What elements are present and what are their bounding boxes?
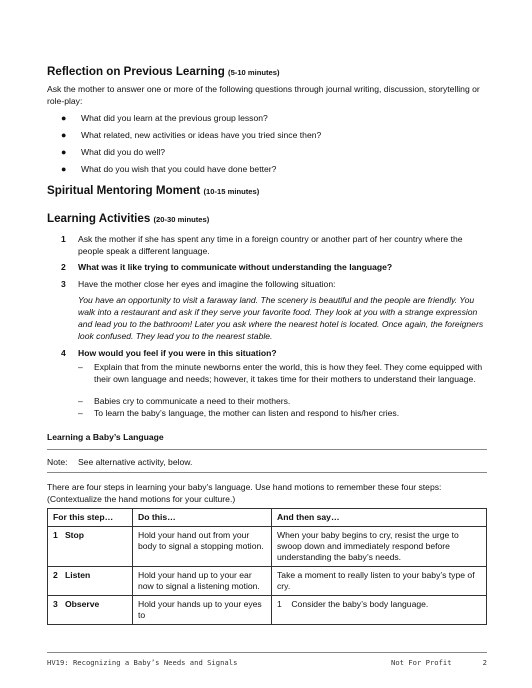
- table-cell: When your baby begins to cry, resist the urge to swoop down and immediately respond before understanding the baby’s needs.: [272, 527, 487, 567]
- table-header: And then say…: [272, 509, 487, 527]
- reflection-time: (5-10 minutes): [228, 68, 280, 77]
- reflection-title: Reflection on Previous Learning: [47, 65, 225, 78]
- activities-time: (20-30 minutes): [153, 215, 210, 224]
- bullet-icon: ●: [61, 130, 67, 140]
- activity-item-3: 3 Have the mother close her eyes and imagine the following situation:: [61, 279, 336, 289]
- table-header: For this step…: [48, 509, 133, 527]
- table-cell: Hold your hand out from your body to signal a stopping motion.: [133, 527, 272, 567]
- table-cell: 3 Observe: [48, 596, 133, 625]
- mentoring-heading: [47, 184, 259, 197]
- activities-heading: [47, 212, 209, 225]
- table-row: [48, 596, 487, 625]
- table-cell: 1 Stop: [48, 527, 133, 567]
- activity-item-2: 2 What was it like trying to communicate without understanding the language?: [61, 262, 393, 272]
- table-header: Do this…: [133, 509, 272, 527]
- table-cell: Take a moment to really listen to your baby’s type of cry.: [272, 567, 487, 596]
- footer-notice: Not For Profit: [391, 658, 452, 667]
- mentoring-title: Spiritual Mentoring Moment: [47, 184, 201, 197]
- bullet-icon: ●: [61, 113, 67, 123]
- scenario-text: You have an opportunity to visit a faraway land. The scenery is beautiful and the people are friendly. You walk into a restaurant and ask if they serve your favorite food. They look at you with a strange expression and lead you to the bathroom! Later you ask where the nearest hotel is located. Once again, the foreigners look confused. They lead you to the nearest stable.: [78, 295, 484, 341]
- reflection-intro: Ask the mother to answer one or more of the following questions through journal writing, discussion, storytelling or role-play:: [47, 84, 480, 106]
- baby-language-heading: Learning a Baby’s Language: [47, 432, 164, 442]
- bullet-icon: ●: [61, 147, 67, 157]
- divider: [47, 472, 487, 473]
- reflection-heading: [47, 65, 280, 78]
- divider: [47, 449, 487, 450]
- page-footer: [47, 658, 487, 667]
- note-label: Note:: [47, 457, 68, 467]
- list-item: – Babies cry to communicate a need to their mothers.: [78, 396, 291, 406]
- activity-item-4: 4 How would you feel if you were in this situation?: [61, 348, 277, 358]
- page-number: 2: [482, 658, 487, 667]
- baby-language-intro: There are four steps in learning your baby’s language. Use hand motions to remember these four steps: (Contextualize the hand motions for your culture.): [47, 482, 442, 504]
- table-cell: Hold your hand up to your ear now to signal a listening motion.: [133, 567, 272, 596]
- footer-divider: [47, 652, 487, 653]
- list-item: – To learn the baby’s language, the mother can listen and respond to his/her cries.: [78, 408, 400, 418]
- activity-item-1: 1 Ask the mother if she has spent any time in a foreign country or another part of her country where the people speak a different language.: [61, 234, 463, 256]
- table-cell: Hold your hands up to your eyes to: [133, 596, 272, 625]
- list-item: – Explain that from the minute newborns enter the world, this is how they feel. They come equipped with their own language and needs; however, it takes time for their mothers to understand their language.: [78, 362, 483, 384]
- table-row: [48, 567, 487, 596]
- note: [47, 457, 487, 469]
- note-text: See alternative activity, below.: [77, 457, 193, 467]
- steps-table: [47, 508, 487, 625]
- bullet-icon: ●: [61, 164, 67, 174]
- footer-title: HV19: Recognizing a Baby’s Needs and Signals: [47, 658, 238, 667]
- table-row: [48, 527, 487, 567]
- table-cell: 2 Listen: [48, 567, 133, 596]
- table-cell: 1 Consider the baby’s body language.: [272, 596, 487, 625]
- mentoring-time: (10-15 minutes): [203, 187, 260, 196]
- activities-title: Learning Activities: [47, 212, 151, 225]
- table-header-row: [48, 509, 487, 527]
